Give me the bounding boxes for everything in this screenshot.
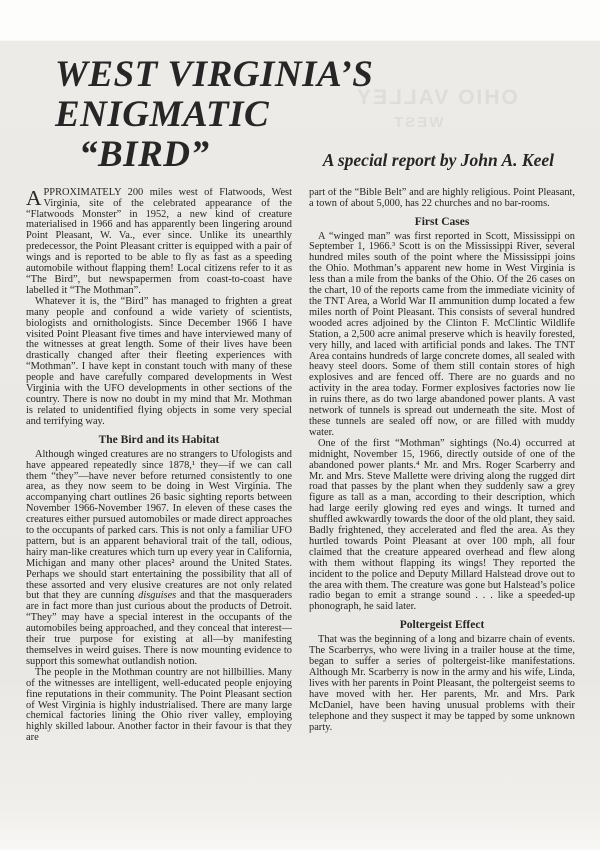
section-heading-first-cases: First Cases	[414, 215, 470, 228]
article-title-line2: “BIRD”	[79, 133, 210, 175]
paragraph-mothman-country: The people in the Mothman country are not hillbillies. Many of the witnesses are intelligent, well-educated people enjoying fine reputations in their community. The Point Pleasant section of West Virginia is highly industrialised. There are many large chemical factories lining the Ohio river valley, employing highly skilled labour. Another factor in their favour is that they are	[26, 666, 292, 744]
section-heading-habitat: The Bird and its Habitat	[98, 433, 220, 446]
intro-paragraph	[26, 188, 292, 297]
article-title-row	[27, 133, 578, 175]
paragraph-poltergeist: That was the beginning of a long and bizarre chain of events. The Scarberrys, who were living in a trailer house at the time, began to suffer a series of poltergeist-like manifestations. Although Mr. Scarberry is now in the army and his wife, Linda, lives with her parents in Point Pleasant, the poltergeist seems to have moved with her. Her parents, Mr. and Mrs. Park McDaniel, have been having unusual problems with their telephone and they suspect it may be tapped by some unknown party.	[309, 634, 575, 733]
page-showthrough-text: WEST	[392, 114, 444, 131]
paragraph-whatever-it-is: Whatever it is, the “Bird” has managed to frighten a great many people and confound a wide variety of scientists, biologists and ornithologists. Since December 1966 I have visited Point Pleasant five times and have interviewed many of the witnesses at great length. Some of their lives have been drastically changed after their fleeting experiences with “Mothman”. I have kept in constant touch with many of these people and have carefully compared developments in West Virginia with the UFO developments in other sections of the country. There is now no doubt in my mind that Mr. Mothman is related to unidentified flying objects in some very special and terrifying way.	[26, 295, 292, 427]
paragraph-winged-man: A “winged man” was first reported in Scott, Mississippi on September 1, 1966.³ Scott is on the Mississippi River, several hundred miles south of the point where the Mississippi joins the Ohio. Mothman’s apparent new home in West Virginia is less than a mile from the banks of the Ohio. Of the 26 cases on the chart, 10 of the reports came from the immediate vicinity of the TNT Area, a World War II ammunition dump located a few miles north of Point Pleasant. This consists of several hundred wooded acres adjoined by the Clinton F. McClintic Wildlife Station, a 2,500 acre animal preserve which is heavily forested, very hilly, and laced with artificial ponds and lakes. The TNT Area contains hundreds of large concrete domes, all sealed with heavy steel doors. Some of them still contain stores of high explosives and are fenced off. There are no guards and no activity in the area today. Former explosives factories now lie in ruins there, as do two large abandoned power plants. A vast network of tunnels is spread out underneath the site. Most of these tunnels are sealed off now, or are filled with muddy water.	[309, 230, 575, 438]
page-showthrough-text: OHIO VALLEY	[355, 86, 518, 109]
intro-paragraph-text: PPROXIMATELY 200 miles west of Flatwoods, West Virginia, site of the celebrated appearance of the “Flatwoods Monster” in 1952, a new kind of creature materialised in 1966 and has apparently been lingering around Point Pleasant, W. Va., ever since. Unlike its unearthly predecessor, the Point Pleasant critter is equipped with a pair of wings and is reported to be able to fly as fast as a speeding automobile without flapping them! Local citizens refer to it as “The Bird”, but newspapermen from coast-to-coast have labelled it “The Mothman”.	[26, 187, 292, 296]
drop-cap: A	[26, 187, 42, 210]
article-title-line1: WEST VIRGINIA’S ENIGMATIC	[55, 54, 374, 135]
paragraph-habitat-text-after: and that the masqueraders are in fact more than just curious about the products of Detroit. “They” may have a special interest in the occupants of the automobiles being approached, and they conceal that interest—their true purpose for existing at all—by manifesting themselves in weird guises. There is now mounting evidence to support this somewhat outlandish notion.	[26, 590, 292, 667]
right-column	[309, 188, 575, 838]
paragraph-first-sighting: One of the first “Mothman” sightings (No.4) occurred at midnight, November 15, 1966, directly outside of one of the abandoned power plants.⁴ Mr. and Mrs. Roger Scarberry and Mr. and Mrs. Steve Mallette were driving along the rugged dirt road that passes by the plant when they suddenly saw a grey figure as tall as a man, according to their description, which had large eerily glowing red eyes and wings. It turned and shuffled awkwardly towards the door of the old plant, they said. Badly frightened, they accelerated and fled the area. As they hurtled towards Point Pleasant at over 100 mph, all four claimed that the creature appeared overhead and flew along with them without flapping its wings! They reported the incident to the police and Deputy Millard Halstead drove out to the area with them. The creature was gone but Halstead’s police radio began to emit a strange sound . . . like a speeded-up phonograph, he said later.	[309, 437, 575, 613]
left-column	[26, 188, 292, 838]
italic-word-disguises: disguises	[138, 590, 177, 602]
article-body	[0, 175, 600, 838]
paragraph-habitat-text-before: Although winged creatures are no strangers to Ufologists and have appeared repeatedly since 1878,¹ they—if we can call them “they”—have never before returned consistently to one area, as they now seem to be doing in West Virginia. The accompanying chart outlines 26 basic sighting reports between November 1966-November 1967. In eleven of these cases the creatures either pursued automobiles or made direct approaches to the occupants of parked cars. This is not only a familiar UFO pattern, but is an apparent behavioral trait of the tall, odious, hairy man-like creatures which turn up every year in California, Michigan and many other places² around the United States. Perhaps we should start entertaining the possibility that all of these assorted and very elusive creatures are not only related but that they are cunning	[26, 448, 292, 602]
paragraph-habitat	[26, 450, 292, 668]
article-byline: A special report by John A. Keel	[322, 149, 554, 170]
magazine-page	[0, 40, 600, 850]
article-header	[0, 40, 600, 175]
section-heading-poltergeist: Poltergeist Effect	[399, 619, 485, 632]
paragraph-bible-belt: part of the “Bible Belt” and are highly religious. Point Pleasant, a town of about 5,000, has 22 churches and no bar-rooms.	[309, 187, 575, 209]
